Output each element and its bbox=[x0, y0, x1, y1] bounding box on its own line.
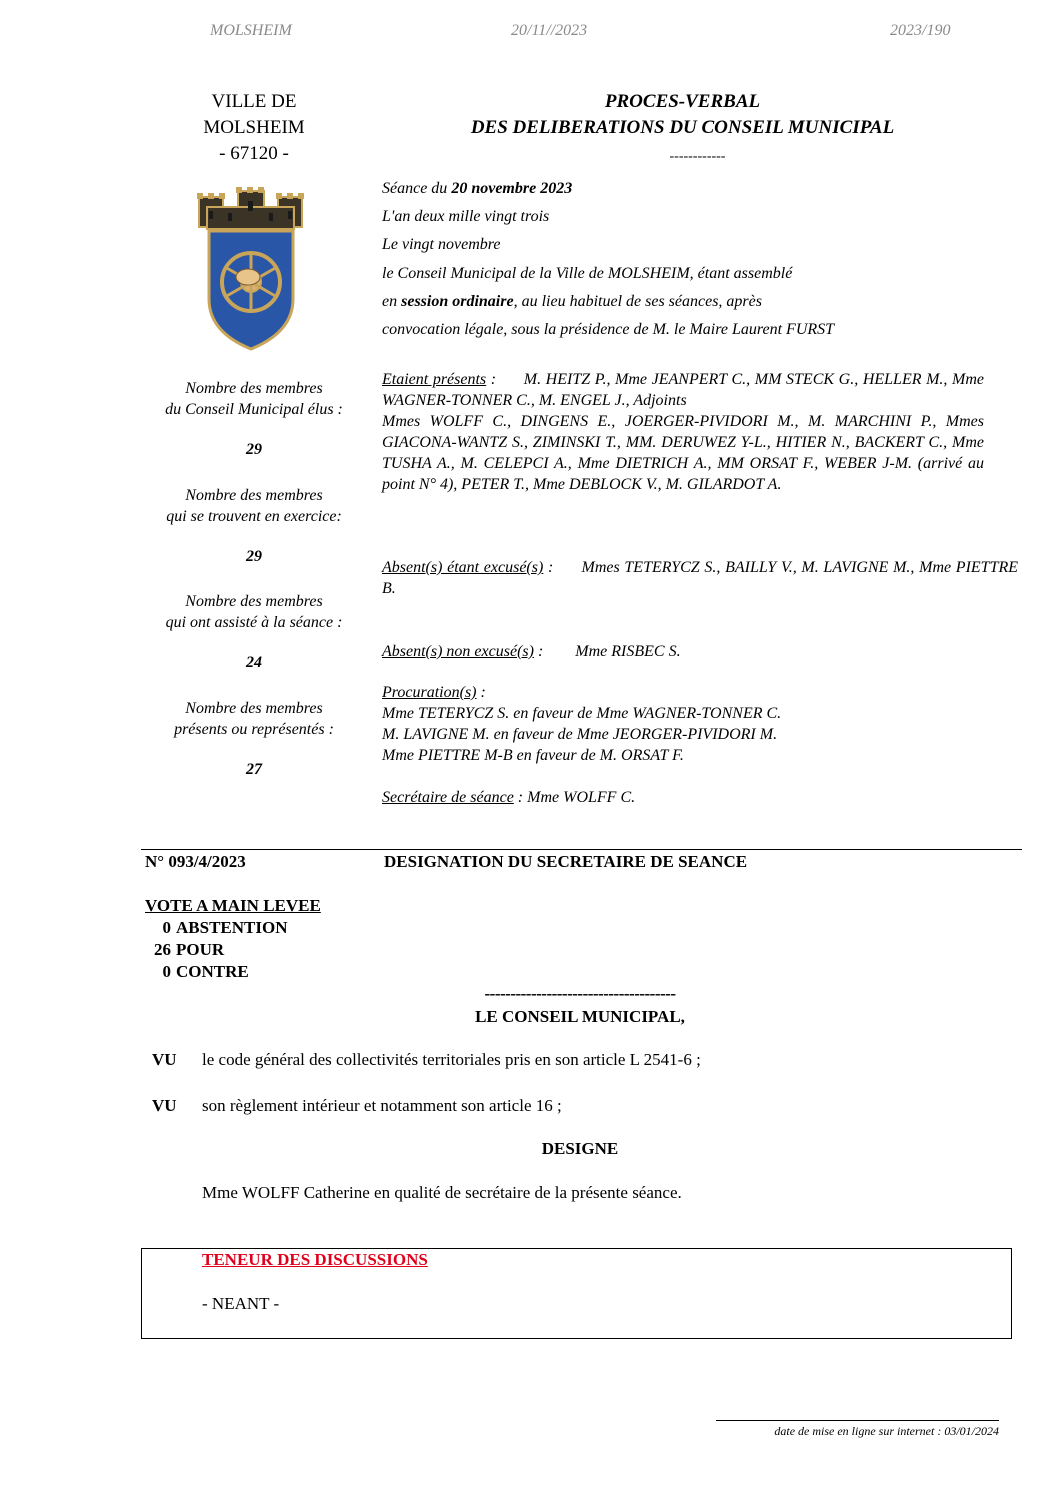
seance-date: 20 novembre 2023 bbox=[451, 180, 573, 197]
section-divider bbox=[141, 849, 1022, 850]
seance-line5 bbox=[382, 289, 834, 317]
vote-count: 26 bbox=[154, 940, 171, 959]
conseil-title: LE CONSEIL MUNICIPAL, bbox=[475, 1007, 685, 1026]
deliberation-title: DESIGNATION DU SECRETAIRE DE SEANCE bbox=[384, 852, 748, 871]
header-city: MOLSHEIM bbox=[210, 22, 292, 39]
deliberation-number: N° 093/4/2023 bbox=[145, 852, 246, 871]
absents-excuses-block bbox=[382, 557, 1018, 599]
header-ref: 2023/190 bbox=[890, 22, 951, 39]
presents-label: Etaient présents bbox=[382, 371, 487, 388]
title-line1: PROCES-VERBAL bbox=[604, 91, 761, 112]
seance-line4: le Conseil Municipal de la Ville de MOLSHEIM, étant assemblé bbox=[382, 264, 793, 282]
designe-title: DESIGNE bbox=[541, 1139, 619, 1158]
title-line2: DES DELIBERATIONS DU CONSEIL MUNICIPAL bbox=[470, 117, 895, 138]
absents-excuses-label: Absent(s) étant excusé(s) bbox=[382, 559, 544, 576]
stat-assiste bbox=[150, 591, 358, 672]
seance-line2: L'an deux mille vingt trois bbox=[382, 208, 550, 226]
secretaire-block bbox=[382, 787, 984, 808]
seance-prefix: Séance du bbox=[382, 180, 452, 197]
coat-of-arms-icon bbox=[193, 187, 308, 352]
seance-session: session ordinaire bbox=[401, 292, 514, 310]
vu-text: le code général des collectivités territoriales pris en son article L 2541-6 ; bbox=[202, 1050, 701, 1069]
stat-presents bbox=[150, 698, 358, 779]
vote-label: POUR bbox=[176, 940, 225, 959]
header-date: 20/11//2023 bbox=[511, 22, 588, 39]
stat-label: qui ont assisté à la séance : bbox=[165, 614, 343, 631]
stat-value: 29 bbox=[246, 548, 262, 565]
presents-block bbox=[382, 369, 984, 495]
stat-value: 29 bbox=[246, 441, 262, 458]
vote-title: VOTE A MAIN LEVEE bbox=[145, 896, 321, 915]
procurations-block bbox=[382, 682, 984, 766]
discussions-title: TENEUR DES DISCUSSIONS bbox=[202, 1250, 428, 1269]
secretaire-label: Secrétaire de séance bbox=[382, 789, 514, 806]
page-title bbox=[370, 89, 995, 141]
seance-line1 bbox=[382, 176, 834, 204]
stat-label: Nombre des membres bbox=[185, 380, 323, 397]
stat-exercice bbox=[150, 485, 358, 566]
seance-line5-pre: en bbox=[382, 292, 402, 310]
title-separator: ------------ bbox=[669, 149, 726, 164]
procurations-label: Procuration(s) bbox=[382, 684, 477, 701]
procuration-item: Mme TETERYCZ S. en faveur de Mme WAGNER-TONNER C. bbox=[382, 705, 782, 722]
vote-label: CONTRE bbox=[176, 962, 249, 981]
procurations-sep: : bbox=[476, 684, 486, 701]
ville-line3: - 67120 - bbox=[219, 143, 289, 164]
vote-label: ABSTENTION bbox=[176, 918, 288, 937]
procuration-item: M. LAVIGNE M. en faveur de Mme JEORGER-PIVIDORI M. bbox=[382, 726, 778, 743]
vote-count: 0 bbox=[162, 918, 171, 937]
presents-sep: : bbox=[486, 371, 497, 388]
vu-label: VU bbox=[152, 1050, 177, 1069]
absents-non-excuses-label: Absent(s) non excusé(s) bbox=[382, 643, 534, 660]
absents-non-excuses-sep: : bbox=[533, 643, 544, 660]
stat-value: 24 bbox=[246, 654, 262, 671]
stat-label: du Conseil Municipal élus : bbox=[165, 401, 343, 418]
seance-line3: Le vingt novembre bbox=[382, 236, 501, 254]
procuration-item: Mme PIETTRE M-B en faveur de M. ORSAT F. bbox=[382, 747, 684, 764]
vu-label: VU bbox=[152, 1096, 177, 1115]
stat-elus bbox=[150, 378, 358, 459]
secretaire-text: : Mme WOLFF C. bbox=[513, 789, 636, 806]
discussions-text: - NEANT - bbox=[202, 1294, 280, 1313]
absents-non-excuses-text: Mme RISBEC S. bbox=[575, 643, 681, 660]
vu-text: son règlement intérieur et notamment son article 16 ; bbox=[202, 1096, 562, 1115]
seance-line6: convocation légale, sous la présidence de M. le Maire Laurent FURST bbox=[382, 320, 835, 338]
designe-text: Mme WOLFF Catherine en qualité de secrétaire de la présente séance. bbox=[202, 1183, 682, 1202]
stat-label: Nombre des membres bbox=[185, 593, 323, 610]
vote-count: 0 bbox=[162, 962, 171, 981]
absents-non-excuses-block bbox=[382, 641, 984, 662]
seance-line5-post: , au lieu habituel de ses séances, après bbox=[513, 292, 762, 310]
presents-text: M. HEITZ P., Mme JEANPERT C., MM STECK G., HELLER M., Mme WAGNER-TONNER C., M. ENGEL J., Adjoints bbox=[382, 371, 985, 409]
footer-divider bbox=[716, 1420, 999, 1421]
footer-text: date de mise en ligne sur internet : 03/01/2024 bbox=[774, 1424, 999, 1438]
stat-label: présents ou représentés : bbox=[174, 721, 334, 738]
ville-line1: VILLE DE bbox=[211, 91, 297, 112]
stat-label: Nombre des membres bbox=[185, 487, 323, 504]
ville-block bbox=[150, 89, 358, 167]
presents-text2: Mmes WOLFF C., DINGENS E., JOERGER-PIVIDORI M., M. MARCHINI P., Mmes GIACONA-WANTZ S., ZIMINSKI T., MM. DERUWEZ Y-L., HITIER N., BACKERT C., Mme TUSHA A., M. CELEPCI A., Mme DIETRICH A., MM ORSAT F., WEBER J-M. (arrivé au point N° 4), PETER T., Mme DEBLOCK V., M. GILARDOT A. bbox=[382, 413, 984, 493]
absents-excuses-text: Mmes TETERYCZ S., BAILLY V., M. LAVIGNE M., Mme PIETTRE B. bbox=[382, 559, 1019, 597]
stat-label: Nombre des membres bbox=[185, 700, 323, 717]
stat-label: qui se trouvent en exercice: bbox=[166, 508, 342, 525]
absents-excuses-sep: : bbox=[543, 559, 554, 576]
ville-line2: MOLSHEIM bbox=[203, 117, 305, 138]
stat-value: 27 bbox=[246, 761, 262, 778]
conseil-dashes: ------------------------------------- bbox=[484, 984, 676, 1003]
seance-block bbox=[382, 176, 834, 345]
